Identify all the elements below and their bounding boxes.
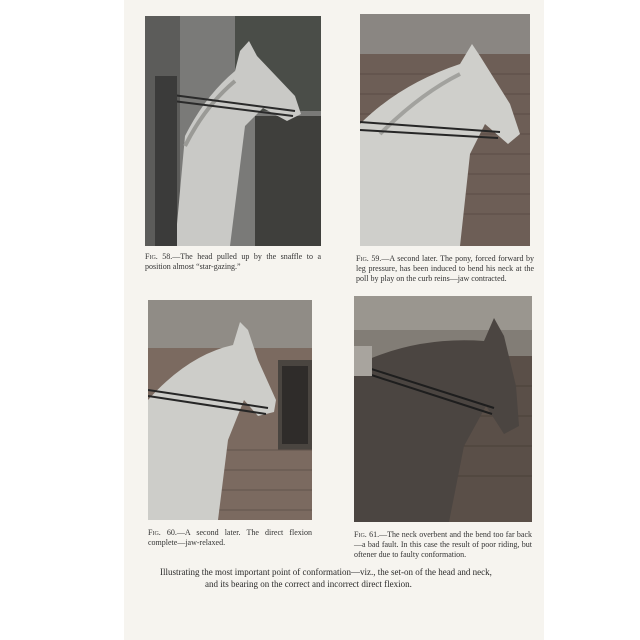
caption-fig-60	[148, 528, 312, 548]
caption-fig-58	[145, 252, 321, 272]
photo-fig-58	[145, 16, 321, 246]
footer-text-2: and its bearing on the correct and incorrect direct flexion.	[205, 579, 412, 589]
photo-fig-60	[148, 300, 312, 520]
footer-text-1: Illustrating the most important point of conformation—viz., the set-on of the head and neck,	[160, 567, 492, 577]
fig-label: Fig. 58.	[145, 252, 173, 261]
fig-label: Fig. 61.	[354, 530, 380, 539]
caption-fig-59	[356, 254, 534, 284]
photo-fig-61	[354, 296, 532, 522]
footer-line-1	[160, 566, 540, 578]
fig-label: Fig. 60.	[148, 528, 177, 537]
footer-line-2	[205, 578, 540, 590]
caption-fig-61	[354, 530, 532, 560]
fig-caption-text: —A second later. The pony, forced forward by leg pressure, has been induced to bend his neck at the poll by play on the curb reins—jaw contracted.	[356, 254, 534, 283]
fig-caption-text: —The neck overbent and the bend too far back—a bad fault. In this case the result of poor riding, but oftener due to faulty conformation.	[354, 530, 533, 559]
fig-caption-text: —The head pulled up by the snaffle to a position almost “star-gazing.”	[145, 252, 322, 271]
photo-fig-59	[360, 14, 530, 246]
fig-label: Fig. 59.	[356, 254, 382, 263]
fig-caption-text: —A second later. The direct flexion complete—jaw-relaxed.	[148, 528, 313, 547]
